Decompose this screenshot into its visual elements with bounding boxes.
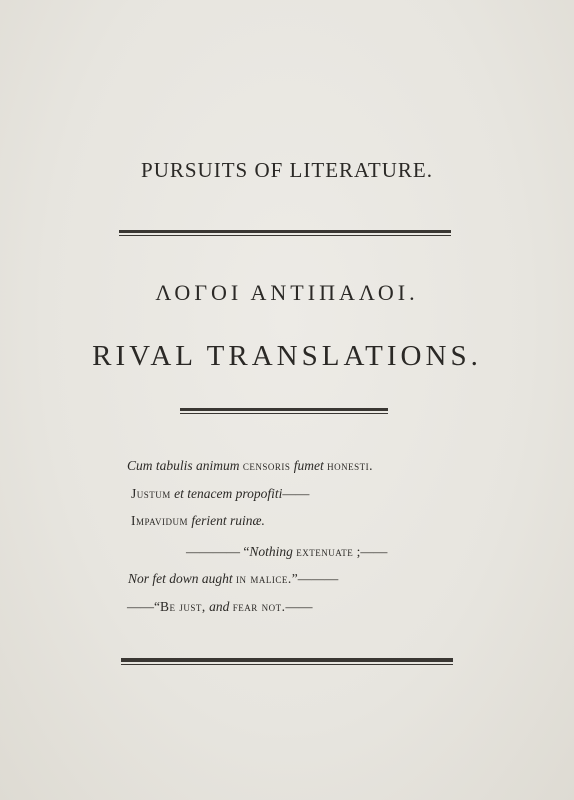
- double-rule-top: [119, 230, 451, 236]
- epigraph-line-5: Nor fet down aught in malice.”———: [128, 571, 339, 586]
- epigraph-line-2: Justum et tenacem propofiti——: [131, 486, 310, 501]
- double-rule-bottom: [121, 658, 453, 665]
- main-title: RIVAL TRANSLATIONS.: [92, 340, 482, 372]
- epigraph-line-4: ———— “Nothing extenuate ;——: [186, 544, 388, 559]
- epigraph-line-6: ——“Be just, and fear not.——: [127, 599, 313, 614]
- epigraph-line-1: Cum tabulis animum censoris fumet honesti.: [127, 458, 374, 473]
- running-title: PURSUITS OF LITERATURE.: [141, 158, 433, 182]
- epigraph-line-3: Impavidum ferient ruinæ.: [131, 513, 265, 528]
- double-rule-middle: [180, 408, 388, 414]
- greek-title: ΛΟΓΟΙ ΑΝΤΙΠΑΛΟΙ.: [155, 280, 419, 305]
